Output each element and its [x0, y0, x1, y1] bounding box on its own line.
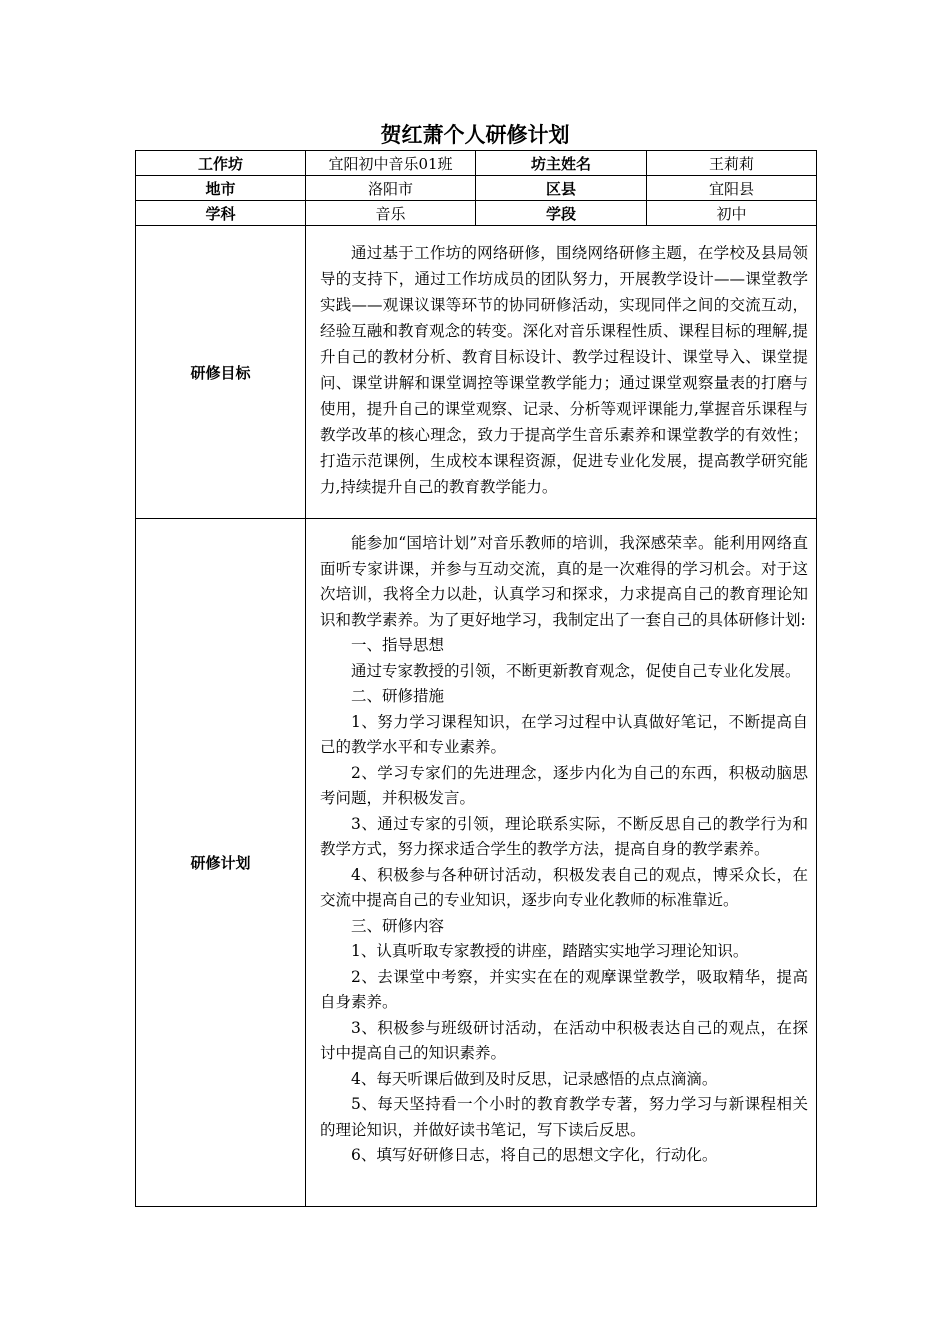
plan-heading-content: 三、研修内容	[351, 916, 445, 935]
plan-list-item: 4、积极参与各种研讨活动，积极发表自己的观点，博采众长，在交流中提高自己的专业知识，逐步向专业化教师的标准靠近。	[320, 865, 808, 909]
plan-list-item: 3、积极参与班级研讨活动，在活动中积极表达自己的观点，在探讨中提高自己的知识素养。	[320, 1018, 808, 1062]
host-name-label: 坊主姓名	[476, 151, 647, 176]
workshop-label: 工作坊	[136, 151, 306, 176]
county-value: 宜阳县	[647, 176, 817, 201]
plan-list-item: 4、每天听课后做到及时反思，记录感悟的点点滴滴。	[351, 1069, 718, 1088]
plan-form-table	[135, 150, 817, 1207]
table-row	[136, 151, 817, 176]
host-name-value: 王莉莉	[647, 151, 817, 176]
county-label: 区县	[476, 176, 647, 201]
table-row	[136, 201, 817, 226]
table-row	[136, 226, 817, 519]
goal-label: 研修目标	[136, 226, 306, 519]
city-value: 洛阳市	[306, 176, 476, 201]
plan-list-item: 3、通过专家的引领，理论联系实际，不断反思自己的教学行为和教学方式，努力探求适合学生的教学方法，提高自身的教学素养。	[320, 814, 808, 858]
plan-label: 研修计划	[136, 519, 306, 1207]
plan-paragraph: 能参加“国培计划”对音乐教师的培训，我深感荣幸。能利用网络直面听专家讲课，并参与互动交流，真的是一次难得的学习机会。对于这次培训，我将全力以赴，认真学习和探求，力求提高自己的教育理论知识和教学素养。为了更好地学习，我制定出了一套自己的具体研修计划:	[320, 534, 808, 629]
table-row	[136, 519, 817, 1207]
plan-list-item: 2、去课堂中考察，并实实在在的观摩课堂教学，吸取精华，提高自身素养。	[320, 967, 808, 1011]
plan-heading-measures: 二、研修措施	[351, 687, 445, 705]
plan-list-item: 5、每天坚持看一个小时的教育教学专著，努力学习与新课程相关的理论知识，并做好读书笔记，写下读后反思。	[320, 1095, 808, 1139]
plan-heading-guiding-thought: 一、指导思想	[351, 636, 445, 654]
plan-list-item: 6、填写好研修日志，将自己的思想文字化，行动化。	[351, 1146, 718, 1164]
subject-label: 学科	[136, 201, 306, 226]
goal-text: 通过基于工作坊的网络研修，围绕网络研修主题，在学校及县局领导的支持下，通过工作坊成员的团队努力，开展教学设计——课堂教学实践——观课议课等环节的协同研修活动，实现同伴之间的交流互动，经验互融和教育观念的转变。深化对音乐课程性质、课程目标的理解,提升自己的教材分析、教育目标设计、教学过程设计、课堂导入、课堂提问、课堂讲解和课堂调控等课堂教学能力；通过课堂观察量表的打磨与使用，提升自己的课堂观察、记录、分析等观评课能力,掌握音乐课程与教学改革的核心理念，致力于提高学生音乐素养和课堂教学的有效性；打造示范课例，生成校本课程资源，促进专业化发展，提高教学研究能力,持续提升自己的教育教学能力。	[320, 244, 808, 496]
plan-content	[306, 519, 817, 1207]
school-level-label: 学段	[476, 201, 647, 226]
city-label: 地市	[136, 176, 306, 201]
subject-value: 音乐	[306, 201, 476, 226]
plan-list-item: 2、学习专家们的先进理念，逐步内化为自己的东西，积极动脑思考问题，并积极发言。	[320, 763, 808, 807]
plan-list-item: 1、认真听取专家教授的讲座，踏踏实实地学习理论知识。	[351, 942, 749, 960]
school-level-value: 初中	[647, 201, 817, 226]
goal-content	[306, 226, 817, 519]
table-row	[136, 176, 817, 201]
document-title: 贺红萧个人研修计划	[380, 123, 570, 147]
plan-list-item: 1、努力学习课程知识，在学习过程中认真做好笔记，不断提高自己的教学水平和专业素养。	[320, 712, 808, 756]
plan-paragraph: 通过专家教授的引领，不断更新教育观念，促使自己专业化发展。	[351, 661, 801, 680]
workshop-value: 宜阳初中音乐01班	[306, 151, 476, 176]
